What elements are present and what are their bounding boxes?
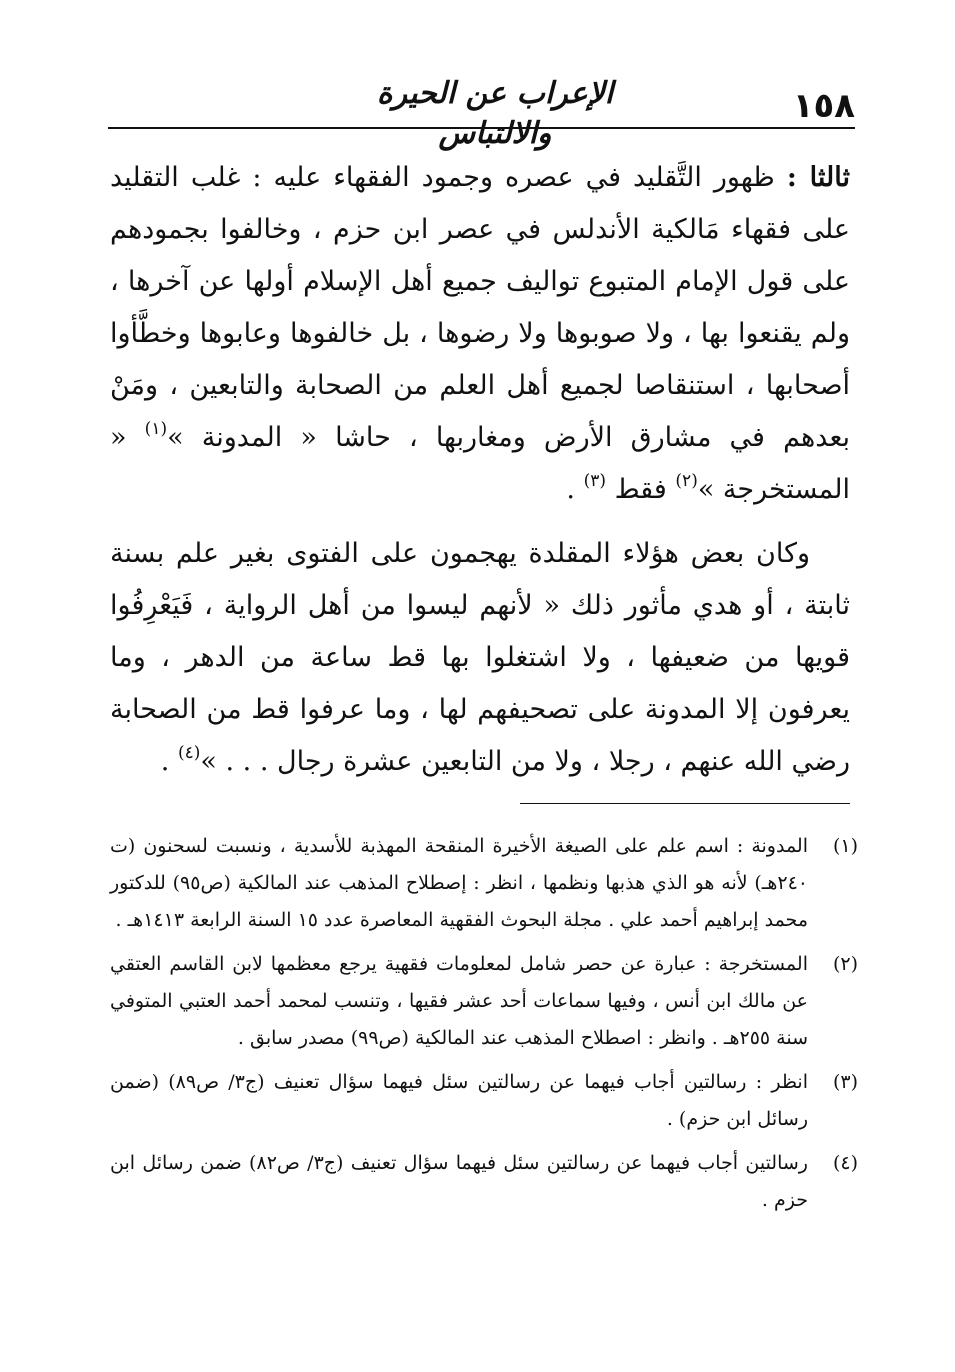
- footnote-separator: [520, 803, 850, 804]
- footnote-ref-3[interactable]: (٣): [583, 471, 607, 491]
- paragraph-1: [110, 152, 850, 516]
- footnote-3: [110, 1064, 858, 1138]
- page-header: [108, 70, 855, 151]
- footnote-number: (١): [832, 835, 858, 857]
- footnote-text: انظر : رسالتين أجاب فيهما عن رسالتين سئل فيهما سؤال تعنيف (ج٣/ ص٨٩) (ضمن رسائل ابن حزم) .: [110, 1071, 808, 1130]
- footnote-text: المستخرجة : عبارة عن حصر شامل لمعلومات فقهية يرجع معظمها لابن القاسم العتقي عن مالك ابن أنس ، وفيها سماعات أحد عشر فقيها ، وتنسب لمحمد أحمد العتبي المتوفي سنة ٢٥٥هـ . وانظر : اصطلاح المذهب عند المالكية (ص٩٩) مصدر سابق .: [110, 953, 808, 1049]
- main-text: [110, 152, 850, 788]
- section-lead: ثالثا :: [786, 162, 850, 193]
- footnote-number: (٤): [832, 1152, 858, 1174]
- paragraph-1-text-a: ظهور التَّقليد في عصره وجمود الفقهاء عليه : غلب التقليد على فقهاء مَالكية الأندلس في عصر ابن حزم ، وخالفوا بجمودهم على قول الإمام المتبوع تواليف جميع أهل الإسلام أولها عن آخرها ، ولم يقنعوا بها ، ولا صوبوها ولا رضوها ، بل خالفوها وعابوها وخطَّأوا أصحابها ، استنقاصا لجميع أهل العلم من الصحابة والتابعين ، ومَنْ بعدهم في مشارق الأرض ومغاربها ، حاشا « المدونة »: [110, 162, 850, 453]
- footnote-2: [110, 946, 858, 1057]
- paragraph-2-text: وكان بعض هؤلاء المقلدة يهجمون على الفتوى بغير علم بسنة ثابتة ، أو هدي مأثور ذلك « لأنهم ليسوا من أهل الرواية ، فَيَعْرِفُوا قويها من ضعيفها ، ولا اشتغلوا بها قط ساعة من الدهر ، وما يعرفون إلا المدونة على تصحيفهم لها ، وما عرفوا قط من الصحابة رضي الله عنهم ، رجلا ، ولا من التابعين عشرة رجال . . . »: [110, 538, 850, 777]
- footnote-text: رسالتين أجاب فيهما عن رسالتين سئل فيهما سؤال تعنيف (ج٣/ ص٨٢) ضمن رسائل ابن حزم .: [110, 1152, 808, 1211]
- paragraph-2: [110, 528, 850, 788]
- paragraph-2-end: .: [160, 746, 170, 777]
- footnote-number: (٢): [832, 953, 858, 975]
- footnote-ref-4[interactable]: (٤): [177, 743, 201, 763]
- paragraph-1-text-b: « المستخرجة »: [110, 422, 850, 505]
- header-rule: [108, 127, 855, 129]
- running-title: الإعراب عن الحيرة والالتباس: [376, 76, 614, 151]
- paragraph-1-text-c: فقط: [614, 474, 667, 505]
- footnote-text: المدونة : اسم علم على الصيغة الأخيرة المنقحة المهذبة للأسدية ، ونسبت لسحنون (ت ٢٤٠هـ) لأنه هو الذي هذبها ونظمها ، انظر : إصطلاح المذهب عند المالكية (ص٩٥) للدكتور محمد إبراهيم أحمد علي . مجلة البحوث الفقهية المعاصرة عدد ١٥ السنة الرابعة ١٤١٣هـ .: [110, 835, 808, 931]
- footnote-ref-2[interactable]: (٢): [675, 471, 698, 491]
- footnote-1: [110, 828, 858, 939]
- footnotes: [110, 828, 858, 1226]
- footnote-ref-1[interactable]: (١): [144, 419, 168, 439]
- paragraph-1-end: .: [566, 474, 575, 505]
- footnote-4: [110, 1145, 858, 1219]
- page-number: ١٥٨: [792, 86, 855, 126]
- footnote-number: (٣): [832, 1071, 858, 1093]
